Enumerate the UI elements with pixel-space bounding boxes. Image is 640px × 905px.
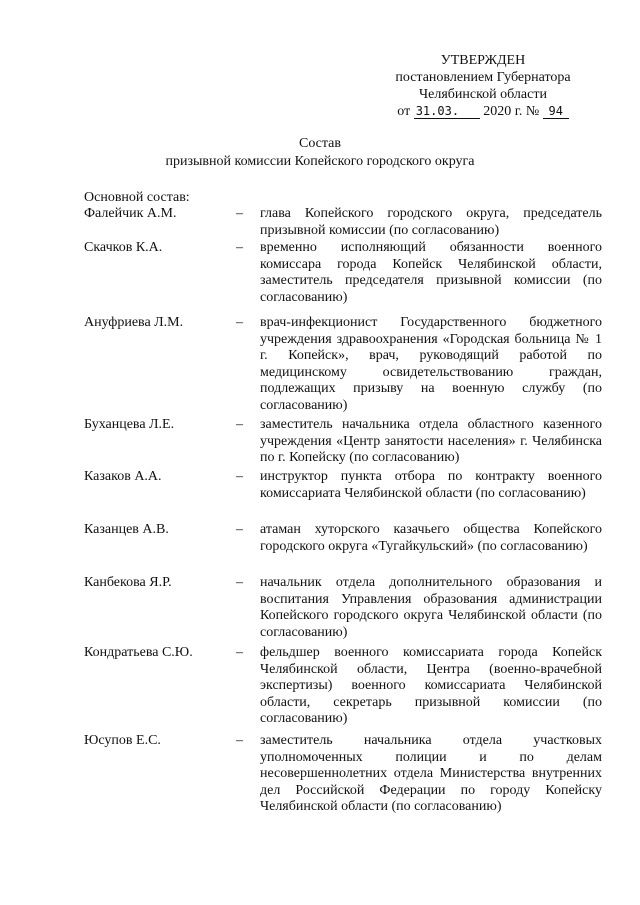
section-label: Основной состав: (84, 190, 190, 205)
approval-line-1: постановлением Губернатора (395, 70, 571, 85)
list-item (84, 417, 604, 469)
member-name: Кондратьева С.Ю. (84, 645, 193, 660)
list-item (84, 240, 604, 315)
member-dash: – (236, 240, 243, 255)
document-title (0, 135, 640, 171)
approval-date-line (360, 103, 606, 120)
approval-year: 2020 г. № (483, 104, 540, 119)
member-description: врач-инфекционист Государственного бюджетного учреждения здравоохранения «Городская больница № 1 г. Копейск», врач, руководящий работой по медицинскому освидетельствованию граждан, подлежащих призыву на военную службу (по согласованию) (260, 315, 602, 413)
member-dash: – (236, 733, 243, 748)
approval-date-prefix: от (397, 104, 411, 119)
member-description: заместитель начальника отдела участковых уполномоченных полиции и по делам несовершеннолетних отдела Министерства внутренних дел Российской Федерации по городу Копейску Челябинской области (по согласованию) (260, 733, 602, 814)
approval-date: 31.03. (414, 104, 480, 119)
document-subheading: призывной комиссии Копейского городского округа (165, 154, 475, 169)
list-item (84, 575, 604, 645)
document-heading: Состав (298, 136, 341, 151)
list-item (84, 733, 604, 828)
member-dash: – (236, 575, 243, 590)
member-description: атаман хуторского казачьего общества Копейского городского округа «Тугайкульский» (по согласованию) (260, 522, 602, 554)
member-description: глава Копейского городского округа, председатель призывной комиссии (по согласованию) (260, 206, 602, 238)
member-name: Скачков К.А. (84, 240, 163, 255)
approval-stamp (360, 52, 606, 120)
member-name: Казанцев А.В. (84, 522, 169, 537)
list-item (84, 469, 604, 522)
list-item (84, 206, 604, 240)
approval-line-2: Челябинской области (419, 87, 547, 102)
member-name: Ануфриева Л.М. (84, 315, 184, 330)
member-dash: – (236, 315, 243, 330)
member-dash: – (236, 206, 243, 221)
member-name: Юсупов Е.С. (84, 733, 161, 748)
list-item (84, 522, 604, 575)
list-item (84, 315, 604, 417)
list-item (84, 645, 604, 733)
approval-title: УТВЕРЖДЕН (440, 53, 526, 68)
members-list (84, 206, 604, 828)
member-dash: – (236, 417, 243, 432)
member-description: заместитель начальника отдела областного казенного учреждения «Центр занятости населения» г. Челябинска по г. Копейску (по согласованию) (260, 417, 602, 465)
member-dash: – (236, 645, 243, 660)
member-description: начальник отдела дополнительного образования и воспитания Управления образования администрации Копейского городского округа Челябинской области (по согласованию) (260, 575, 602, 640)
member-name: Фалейчик А.М. (84, 206, 177, 221)
member-description: фельдшер военного комиссариата города Копейск Челябинской области, Центра (военно-врачебной экспертизы) военного комиссариата Челябинской области, секретарь призывной комиссии (по согласованию) (260, 645, 602, 726)
member-dash: – (236, 522, 243, 537)
member-name: Буханцева Л.Е. (84, 417, 175, 432)
approval-number: 94 (543, 104, 569, 119)
member-name: Канбекова Я.Р. (84, 575, 172, 590)
member-dash: – (236, 469, 243, 484)
member-description: временно исполняющий обязанности военного комиссара города Копейск Челябинской области, заместитель председателя призывной комиссии (по согласованию) (260, 240, 602, 305)
member-description: инструктор пункта отбора по контракту военного комиссариата Челябинской области (по согласованию) (260, 469, 602, 501)
member-name: Казаков А.А. (84, 469, 162, 484)
